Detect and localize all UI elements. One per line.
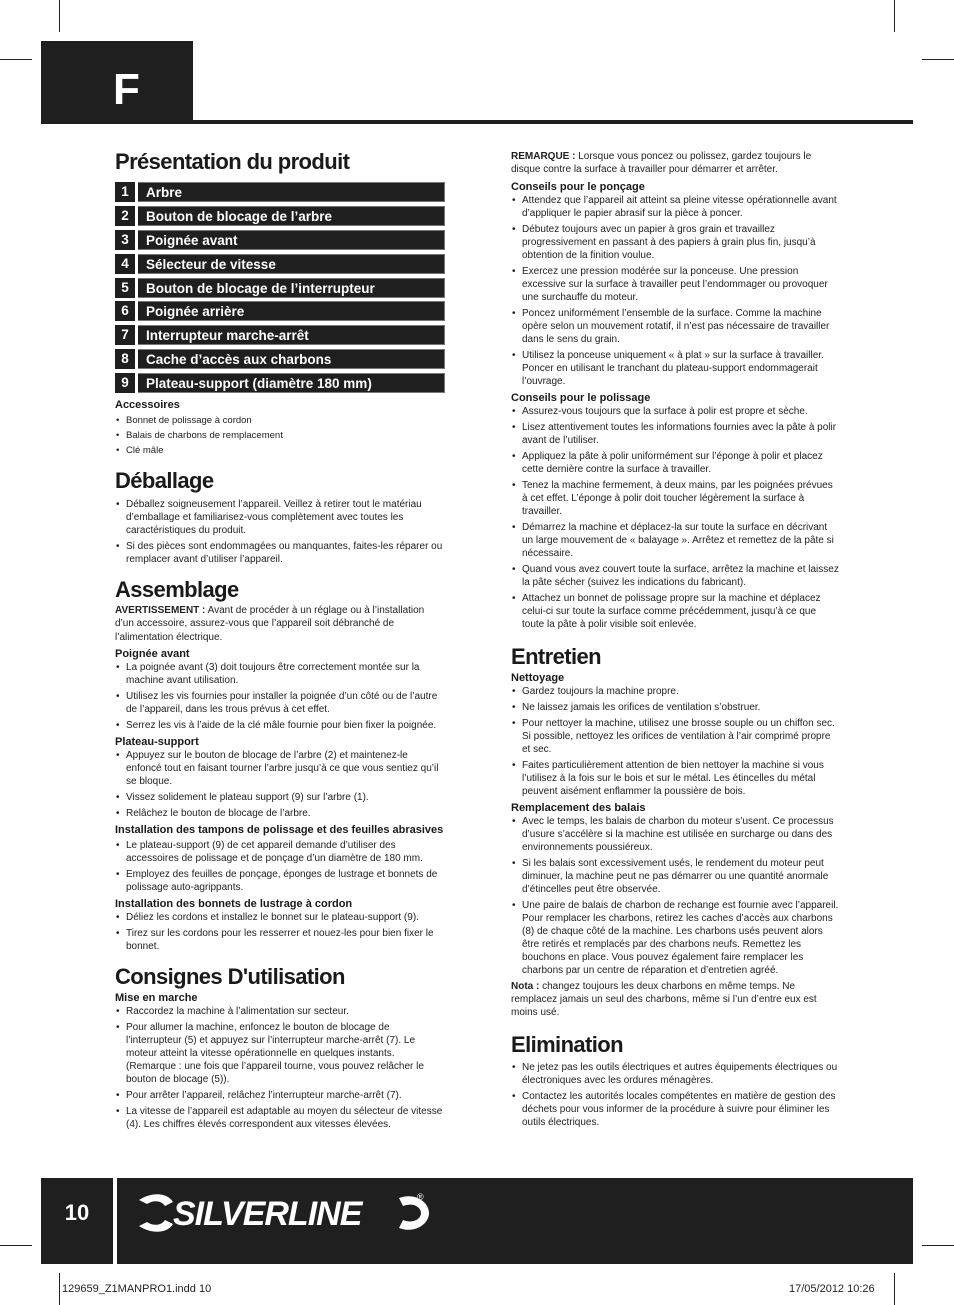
part-label: Sélecteur de vitesse	[138, 254, 445, 274]
right-column	[511, 150, 841, 1132]
part-number: 4	[115, 254, 135, 274]
list-item: • Avec le temps, les balais de charbon du moteur s’usent. Ce processus d’usure s’accélère si la machine est utilisée en surcharge ou dans des environnements poussiéreux.	[511, 815, 841, 854]
part-number: 8	[115, 349, 135, 369]
part-label: Poignée avant	[138, 230, 445, 250]
silverline-logo	[133, 1188, 433, 1243]
crop-mark	[59, 0, 60, 32]
list-item: • Ne laissez jamais les orifices de ventilation s’obstruer.	[511, 701, 841, 714]
part-number: 7	[115, 325, 135, 345]
tampons-title: Installation des tampons de polissage et des feuilles abrasives	[115, 824, 444, 837]
list-item: • Si des pièces sont endommagées ou manquantes, faites-les réparer ou remplacer avant d’utiliser l’appareil.	[115, 540, 445, 566]
list-item: • Vissez solidement le plateau support (9) sur l’arbre (1).	[115, 791, 445, 804]
list-item: • Pour arrêter l’appareil, relâchez l’interrupteur marche-arrêt (7).	[115, 1089, 445, 1102]
header-rule	[41, 120, 913, 124]
deballage-list	[115, 498, 445, 566]
list-item: • Si les balais sont excessivement usés, le rendement du moteur peut diminuer, la machine peut ne pas démarrer ou une quantité anormale d’étincelles peut être observée.	[511, 857, 841, 896]
section-title-produit: Présentation du produit	[115, 149, 350, 174]
part-label: Interrupteur marche-arrêt	[138, 325, 445, 345]
file-slug: 129659_Z1MANPRO1.indd 10	[62, 1283, 212, 1295]
list-item: • Déballez soigneusement l’appareil. Veillez à retirer tout le matériau d’emballage et familiarisez-vous complètement avec toutes les caractéristiques du produit.	[115, 498, 445, 537]
crop-mark	[894, 0, 895, 32]
list-item: • Le plateau-support (9) de cet appareil demande d’utiliser des accessoires de polissage et de ponçage d’un diamètre de 180 mm.	[115, 839, 445, 865]
part-number: 6	[115, 301, 135, 321]
list-item: • Serrez les vis à l’aide de la clé mâle fournie pour bien fixer la poignée.	[115, 719, 445, 732]
list-item: • Débutez toujours avec un papier à gros grain et travaillez progressivement en passant à des papiers à grain plus fin, jusqu’à obtention de la finition voulue.	[511, 223, 841, 262]
part-row	[115, 278, 445, 298]
marche-title: Mise en marche	[115, 992, 198, 1005]
elimination-list	[511, 1061, 841, 1129]
poignee-list	[115, 661, 445, 732]
accessoires-list	[115, 414, 445, 457]
bonnets-list	[115, 911, 445, 953]
part-number: 1	[115, 182, 135, 202]
part-row	[115, 349, 445, 369]
crop-mark	[0, 59, 32, 60]
svg-text:SILVERLINE: SILVERLINE	[173, 1195, 362, 1233]
svg-text:®: ®	[417, 1192, 424, 1202]
list-item: • La poignée avant (3) doit toujours être correctement montée sur la machine avant utilisation.	[115, 661, 445, 687]
list-item: • Gardez toujours la machine propre.	[511, 685, 841, 698]
language-letter: F	[113, 65, 140, 114]
bonnets-title: Installation des bonnets de lustrage à cordon	[115, 898, 353, 911]
part-number: 3	[115, 230, 135, 250]
list-item: • La vitesse de l’appareil est adaptable au moyen du sélecteur de vitesse (4). Les chiffres élevés correspondent aux vitesses élevées.	[115, 1105, 445, 1131]
part-label: Bouton de blocage de l’interrupteur	[138, 278, 445, 298]
plateau-list	[115, 749, 445, 820]
crop-mark	[59, 1273, 60, 1305]
poignee-title: Poignée avant	[115, 648, 190, 661]
part-label: Plateau-support (diamètre 180 mm)	[138, 373, 445, 393]
footer-bar	[41, 1178, 913, 1264]
section-title-assemblage: Assemblage	[115, 577, 239, 603]
part-row	[115, 373, 445, 393]
part-label: Bouton de blocage de l’arbre	[138, 206, 445, 226]
list-item: • Bonnet de polissage à cordon	[115, 414, 445, 427]
nettoyage-title: Nettoyage	[511, 671, 565, 684]
crop-mark	[894, 1273, 895, 1305]
list-item: • Faites particulièrement attention de bien nettoyer la machine si vous l’utilisez à la fois sur le bois et sur le métal. Les étincelles du métal peuvent aisément enflammer la poussière de bois.	[511, 759, 841, 798]
part-number: 9	[115, 373, 135, 393]
list-item: • Exercez une pression modérée sur la ponceuse. Une pression excessive sur la surface à travailler peut l’endommager ou provoquer une surchauffe du moteur.	[511, 265, 841, 304]
list-item: • Poncez uniformément l’ensemble de la surface. Comme la machine opère selon un mouvement rotatif, il n’est pas nécessaire de travailler dans le sens du grain.	[511, 307, 841, 346]
list-item: • Attachez un bonnet de polissage propre sur la machine et déplacez celui-ci sur toute la surface comme précédemment, jusqu’à ce que toute la pâte à polir visible soit enlevée.	[511, 592, 841, 631]
part-row	[115, 206, 445, 226]
crop-mark	[922, 1245, 954, 1246]
part-row	[115, 325, 445, 345]
list-item: • Raccordez la machine à l’alimentation sur secteur.	[115, 1005, 445, 1018]
left-column	[115, 148, 445, 1134]
plateau-title: Plateau-support	[115, 736, 199, 749]
part-number: 2	[115, 206, 135, 226]
list-item: • Employez des feuilles de ponçage, éponges de lustrage et bonnets de polissage auto-agrippants.	[115, 868, 445, 894]
part-label: Cache d’accès aux charbons	[138, 349, 445, 369]
polissage-title: Conseils pour le polissage	[511, 391, 651, 404]
part-row	[115, 182, 445, 202]
page-number: 10	[64, 1200, 90, 1225]
part-label: Poignée arrière	[138, 301, 445, 321]
remarque-note: REMARQUE : Lorsque vous poncez ou polissez, gardez toujours le disque contre la surface à travailler pour démarrer et arrêter.	[511, 151, 812, 176]
list-item: • Quand vous avez couvert toute la surface, arrêtez la machine et laissez la pâte sécher (suivez les indications du fabricant).	[511, 563, 841, 589]
tampons-list	[115, 839, 445, 894]
polissage-list	[511, 405, 841, 631]
list-item: • Démarrez la machine et déplacez-la sur toute la surface en décrivant un large mouvement de « balayage ». Arrêtez et remettez de la pâte si nécessaire.	[511, 521, 841, 560]
part-row	[115, 254, 445, 274]
list-item: • Déliez les cordons et installez le bonnet sur le plateau-support (9).	[115, 911, 445, 924]
list-item: • Une paire de balais de charbon de rechange est fournie avec l’appareil. Pour remplacer les charbons, retirez les caches d’accès aux charbons (8) de chaque côté de la machine. Les charbons usés peuvent alors être retirés et remplacés par des charbons neufs. Remettez les bouchons en place. Vous pouvez également faire remplacer les charbons par un centre de réparation et d’entretien agréé.	[511, 899, 841, 977]
section-title-entretien: Entretien	[511, 643, 601, 669]
part-label: Arbre	[138, 182, 445, 202]
assemblage-warning: AVERTISSEMENT : Avant de procéder à un réglage ou à l’installation d’un accessoire, assurez-vous que l’appareil soit débranché de l’alimentation électrique.	[115, 605, 425, 643]
nota-note: Nota : changez toujours les deux charbons en même temps. Ne remplacez jamais un seul des charbons, même si l’un d’entre eux est moins usé.	[511, 980, 817, 1019]
section-title-consignes: Consignes D'utilisation	[115, 964, 345, 990]
list-item: • Appuyez sur le bouton de blocage de l’arbre (2) et maintenez-le enfoncé tout en faisant tourner l’arbre jusqu’à ce que vous sentiez qu’il se bloque.	[115, 749, 445, 788]
list-item: • Relâchez le bouton de blocage de l’arbre.	[115, 807, 445, 820]
part-number: 5	[115, 278, 135, 298]
nettoyage-list	[511, 685, 841, 798]
list-item: • Balais de charbons de remplacement	[115, 429, 445, 442]
poncage-title: Conseils pour le ponçage	[511, 180, 645, 193]
accessoires-title: Accessoires	[115, 399, 180, 412]
balais-list	[511, 815, 841, 977]
list-item: • Contactez les autorités locales compétentes en matière de gestion des déchets pour vous informer de la procédure à suivre pour éliminer les outils électriques.	[511, 1090, 841, 1129]
part-row	[115, 301, 445, 321]
crop-mark	[922, 59, 954, 60]
list-item: • Assurez-vous toujours que la surface à polir est propre et sèche.	[511, 405, 841, 418]
parts-list	[115, 182, 445, 393]
poncage-list	[511, 194, 841, 388]
list-item: • Ne jetez pas les outils électriques et autres équipements électriques ou électroniques avec les ordures ménagères.	[511, 1061, 841, 1087]
section-title-deballage: Déballage	[115, 468, 214, 494]
list-item: • Utilisez les vis fournies pour installer la poignée d’un côté ou de l’autre de l’appareil, dans les trous prévus à cet effet.	[115, 690, 445, 716]
list-item: • Utilisez la ponceuse uniquement « à plat » sur la surface à travailler. Poncer en utilisant le tranchant du plateau-support endommagerait l’ouvrage.	[511, 349, 841, 388]
language-tab	[41, 41, 193, 124]
list-item: • Pour nettoyer la machine, utilisez une brosse souple ou un chiffon sec. Si possible, nettoyez les orifices de ventilation à l’air comprimé propre et sec.	[511, 717, 841, 756]
footer-divider	[113, 1178, 117, 1264]
part-row	[115, 230, 445, 250]
list-item: • Attendez que l’appareil ait atteint sa pleine vitesse opérationnelle avant d’appliquer le papier abrasif sur la pièce à poncer.	[511, 194, 841, 220]
list-item: • Clé mâle	[115, 444, 445, 457]
list-item: • Appliquez la pâte à polir uniformément sur l’éponge à polir et placez cette dernière contre la surface à travailler.	[511, 450, 841, 476]
marche-list	[115, 1005, 445, 1131]
crop-mark	[0, 1245, 32, 1246]
list-item: • Tenez la machine fermement, à deux mains, par les poignées prévues à cet effet. L’éponge à polir doit toucher légèrement la surface à travailler.	[511, 479, 841, 518]
list-item: • Lisez attentivement toutes les informations fournies avec la pâte à polir avant de l’utiliser.	[511, 421, 841, 447]
list-item: • Tirez sur les cordons pour les resserrer et nouez-les pour bien fixer le bonnet.	[115, 927, 445, 953]
date-slug: 17/05/2012 10:26	[789, 1283, 875, 1295]
list-item: • Pour allumer la machine, enfoncez le bouton de blocage de l’interrupteur (5) et appuyez sur l’interrupteur marche-arrêt (7). Le moteur atteint la vitesse opérationnelle en quelques instants. (Remarque : une fois que l’appareil tourne, vous pouvez relâcher le bouton de blocage (5)).	[115, 1021, 445, 1086]
section-title-elimination: Elimination	[511, 1032, 623, 1058]
balais-title: Remplacement des balais	[511, 801, 646, 814]
